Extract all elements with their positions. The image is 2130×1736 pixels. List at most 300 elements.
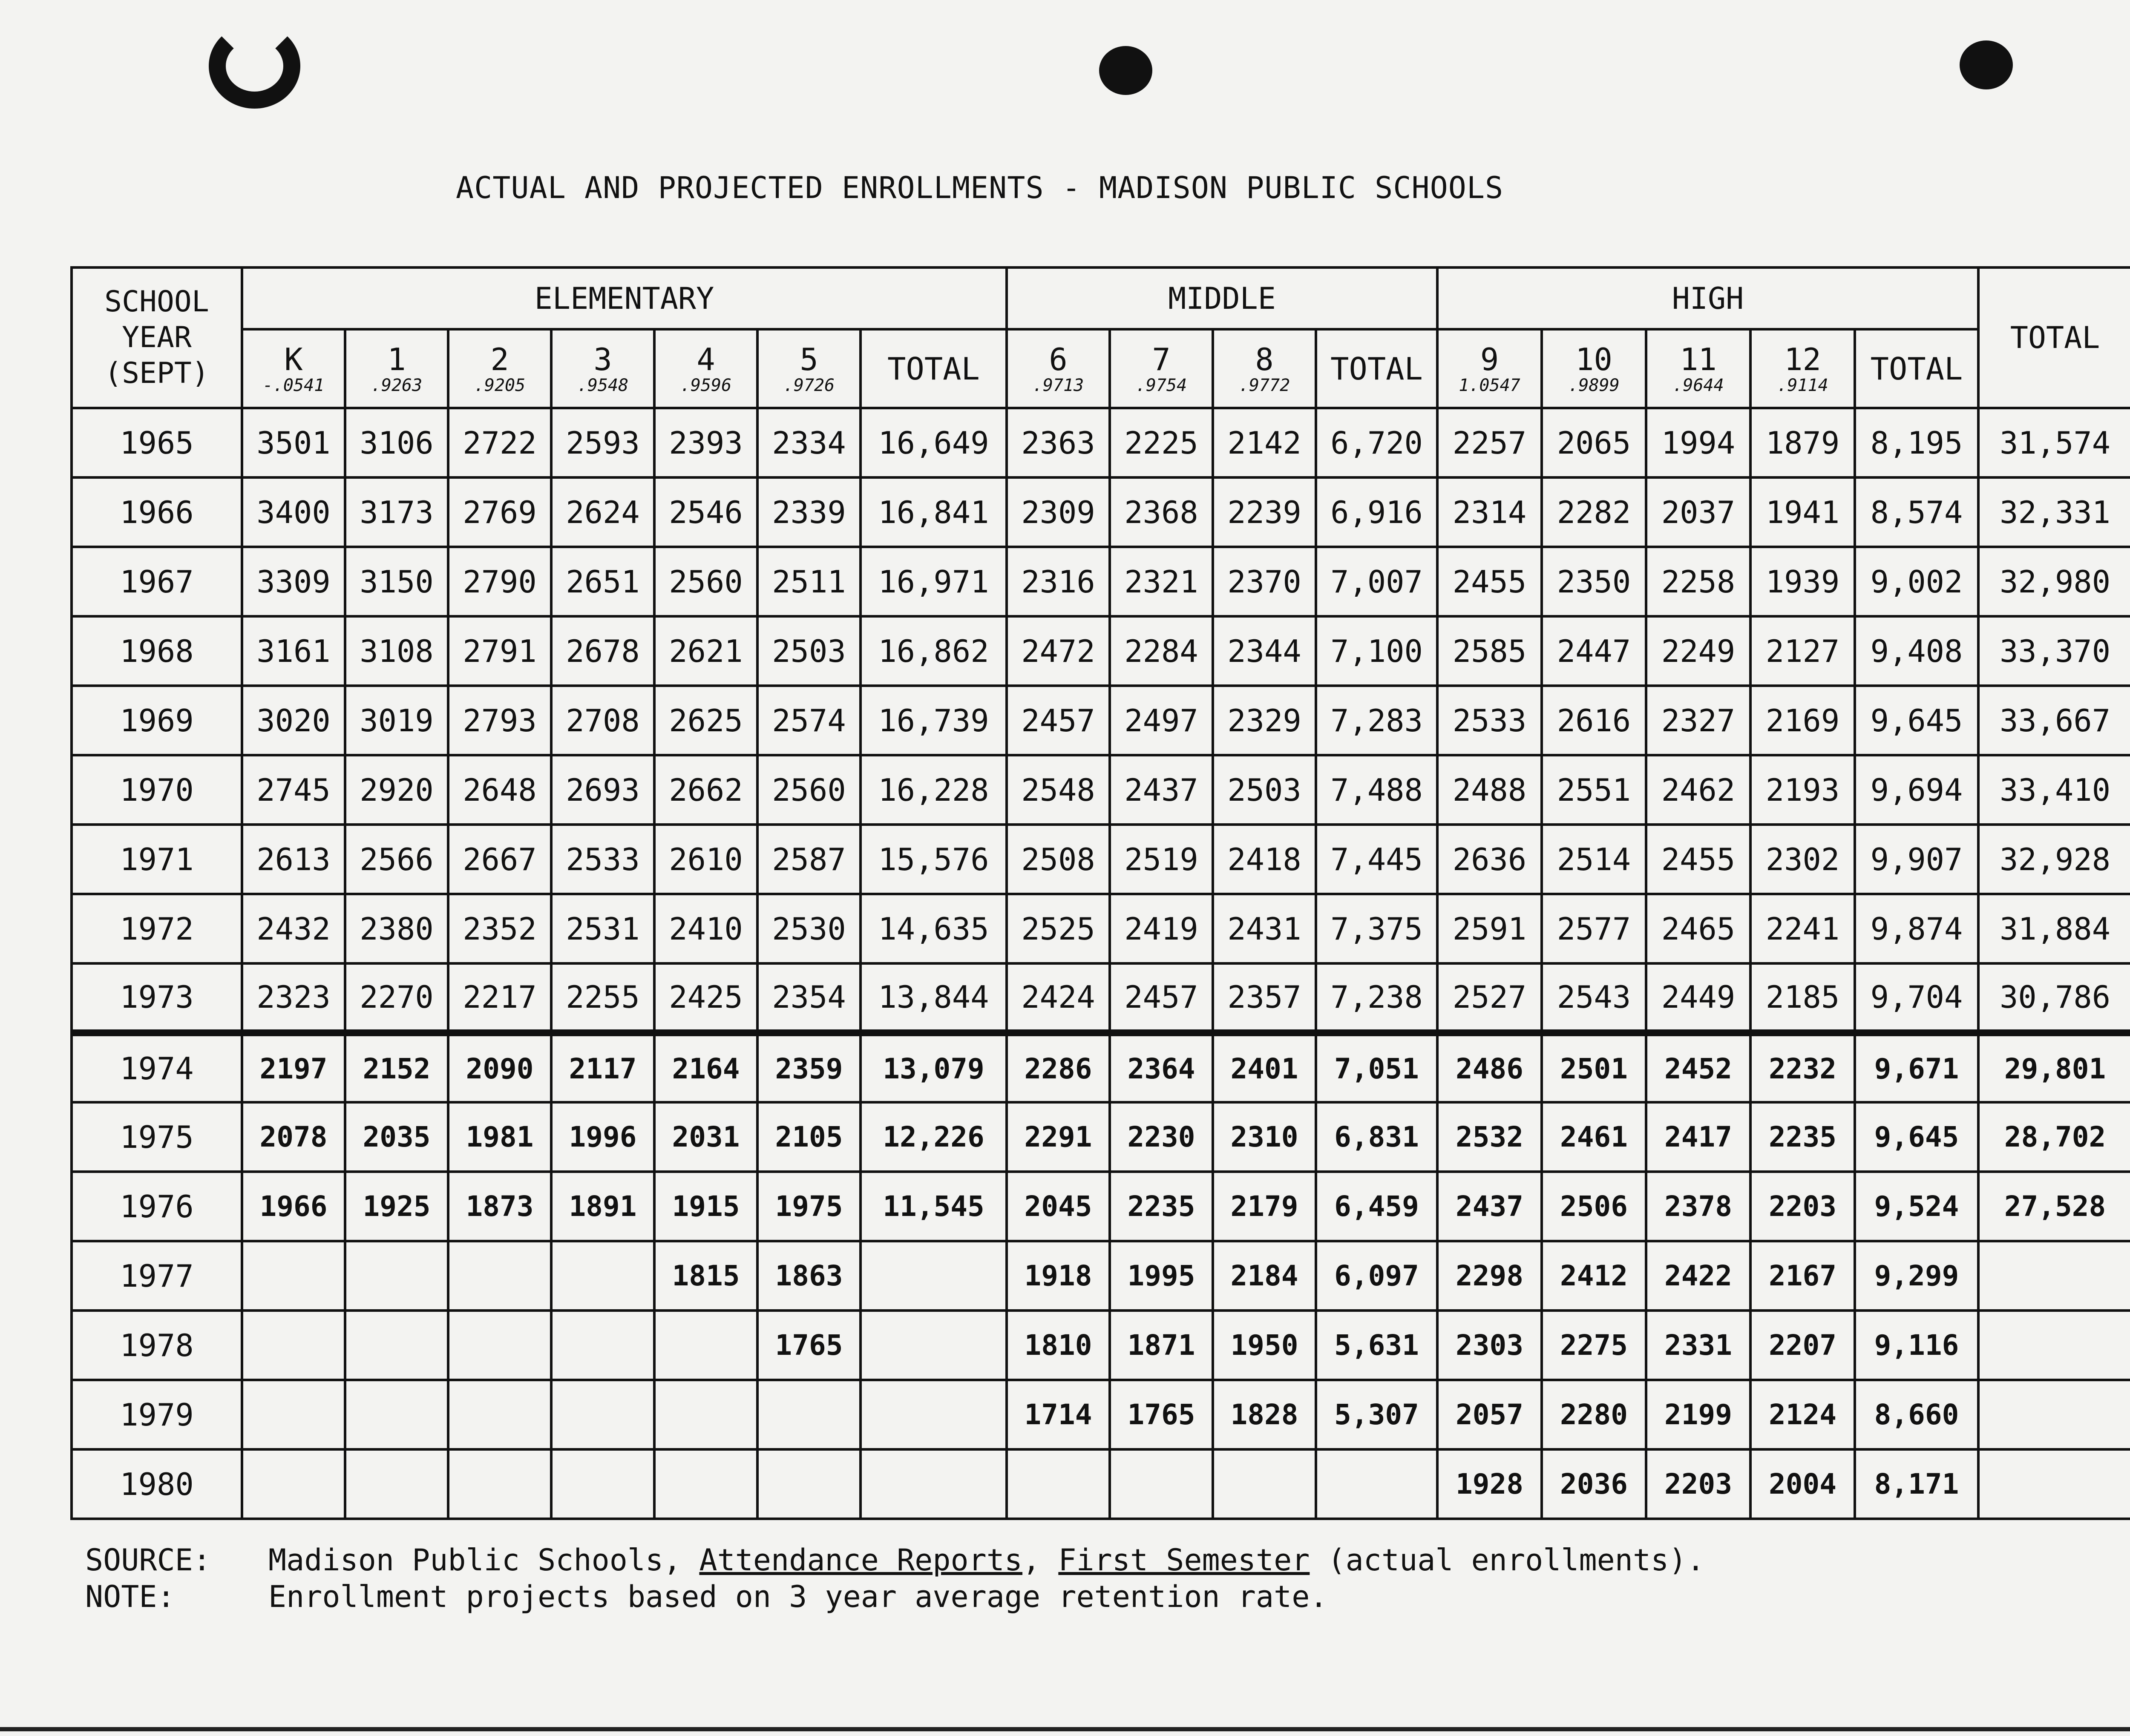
year-cell: 1971 xyxy=(72,825,242,894)
enrollment-cell: 7,238 xyxy=(1316,963,1437,1033)
enrollment-cell: 1815 xyxy=(654,1241,757,1311)
enrollment-cell xyxy=(551,1241,654,1311)
enrollment-cell: 9,645 xyxy=(1855,686,1978,755)
enrollment-cell: 2352 xyxy=(448,894,551,963)
enrollment-cell: 3173 xyxy=(345,477,448,547)
enrollment-cell xyxy=(242,1241,345,1311)
enrollment-cell: 2302 xyxy=(1750,825,1855,894)
enrollment-cell: 2225 xyxy=(1110,408,1213,477)
enrollment-cell: 2310 xyxy=(1213,1102,1316,1172)
grade-header xyxy=(242,329,345,408)
enrollment-cell xyxy=(448,1380,551,1449)
enrollment-cell: 2531 xyxy=(551,894,654,963)
enrollment-cell: 2037 xyxy=(1646,477,1750,547)
enrollment-cell: 2591 xyxy=(1437,894,1542,963)
middle-group-header: MIDDLE xyxy=(1007,267,1437,329)
enrollment-cell xyxy=(1110,1449,1213,1519)
enrollment-cell: 7,283 xyxy=(1316,686,1437,755)
enrollment-cell: 2693 xyxy=(551,755,654,825)
table-row xyxy=(72,1449,2130,1519)
enrollment-cell xyxy=(861,1241,1007,1311)
enrollment-cell: 2514 xyxy=(1542,825,1646,894)
grade-label: 10 xyxy=(1575,341,1612,377)
enrollment-cell: 2393 xyxy=(654,408,757,477)
enrollment-cell: 2286 xyxy=(1007,1033,1110,1102)
enrollment-cell: 2503 xyxy=(1213,755,1316,825)
enrollment-cell: 2585 xyxy=(1437,616,1542,686)
year-cell: 1970 xyxy=(72,755,242,825)
enrollment-cell xyxy=(551,1380,654,1449)
enrollment-cell: 2203 xyxy=(1750,1172,1855,1241)
enrollment-cell: 9,694 xyxy=(1855,755,1978,825)
enrollment-cell: 2179 xyxy=(1213,1172,1316,1241)
year-cell: 1967 xyxy=(72,547,242,616)
enrollment-cell: 3108 xyxy=(345,616,448,686)
enrollment-cell: 2217 xyxy=(448,963,551,1033)
enrollment-cell: 2344 xyxy=(1213,616,1316,686)
enrollment-cell: 2316 xyxy=(1007,547,1110,616)
enrollment-cell: 1714 xyxy=(1007,1380,1110,1449)
enrollment-cell xyxy=(242,1311,345,1380)
retention-rate: .9263 xyxy=(371,375,423,395)
enrollment-cell: 2359 xyxy=(757,1033,861,1102)
binder-hole xyxy=(1099,46,1152,95)
enrollment-cell: 9,002 xyxy=(1855,547,1978,616)
enrollment-cell: 2370 xyxy=(1213,547,1316,616)
elementary-group-header: ELEMENTARY xyxy=(242,267,1007,329)
enrollment-cell: 2613 xyxy=(242,825,345,894)
enrollment-cell: 2452 xyxy=(1646,1033,1750,1102)
year-cell: 1969 xyxy=(72,686,242,755)
enrollment-cell: 16,862 xyxy=(861,616,1007,686)
table-row xyxy=(72,1380,2130,1449)
enrollment-cell: 2207 xyxy=(1750,1311,1855,1380)
enrollment-cell: 2546 xyxy=(654,477,757,547)
enrollment-cell: 2417 xyxy=(1646,1102,1750,1172)
retention-rate: .9114 xyxy=(1777,375,1828,395)
year-cell: 1965 xyxy=(72,408,242,477)
enrollment-cell: 2560 xyxy=(654,547,757,616)
enrollment-cell: 2548 xyxy=(1007,755,1110,825)
enrollment-cell xyxy=(1213,1449,1316,1519)
enrollment-cell: 2339 xyxy=(757,477,861,547)
year-cell: 1966 xyxy=(72,477,242,547)
grade-label: TOTAL xyxy=(1870,351,1963,387)
enrollment-cell: 5,307 xyxy=(1316,1380,1437,1449)
enrollment-cell: 2667 xyxy=(448,825,551,894)
binder-hole xyxy=(1960,40,2013,89)
enrollment-cell: 2258 xyxy=(1646,547,1750,616)
year-cell: 1974 xyxy=(72,1033,242,1102)
enrollment-cell: 2321 xyxy=(1110,547,1213,616)
enrollment-cell: 2249 xyxy=(1646,616,1750,686)
enrollment-cell: 33,667 xyxy=(1978,686,2130,755)
page-title: ACTUAL AND PROJECTED ENROLLMENTS - MADISON PUBLIC SCHOOLS xyxy=(456,170,1504,205)
enrollment-cell: 2255 xyxy=(551,963,654,1033)
retention-rate: .9548 xyxy=(577,375,629,395)
enrollment-cell: 7,445 xyxy=(1316,825,1437,894)
enrollment-cell: 6,459 xyxy=(1316,1172,1437,1241)
enrollment-cell: 16,228 xyxy=(861,755,1007,825)
grade-label: 12 xyxy=(1784,341,1821,377)
enrollment-cell: 2587 xyxy=(757,825,861,894)
enrollment-cell: 2425 xyxy=(654,963,757,1033)
enrollment-cell: 1928 xyxy=(1437,1449,1542,1519)
enrollment-cell: 2235 xyxy=(1110,1172,1213,1241)
year-cell: 1977 xyxy=(72,1241,242,1311)
enrollment-cell: 7,488 xyxy=(1316,755,1437,825)
enrollment-cell: 2621 xyxy=(654,616,757,686)
enrollment-cell: 2455 xyxy=(1646,825,1750,894)
grade-header-row xyxy=(72,329,2130,408)
enrollment-cell: 2065 xyxy=(1542,408,1646,477)
enrollment-cell: 9,299 xyxy=(1855,1241,1978,1311)
grade-header xyxy=(1007,329,1110,408)
enrollment-cell: 1975 xyxy=(757,1172,861,1241)
enrollment-cell: 2314 xyxy=(1437,477,1542,547)
enrollment-cell xyxy=(1316,1449,1437,1519)
source-attendance-reports: Attendance Reports xyxy=(699,1543,1023,1578)
source-text: Madison Public Schools, xyxy=(268,1543,699,1578)
enrollment-cell: 2543 xyxy=(1542,963,1646,1033)
enrollment-cell xyxy=(345,1449,448,1519)
enrollment-cell: 2437 xyxy=(1110,755,1213,825)
year-cell: 1976 xyxy=(72,1172,242,1241)
enrollment-cell: 2004 xyxy=(1750,1449,1855,1519)
enrollment-cell: 2412 xyxy=(1542,1241,1646,1311)
enrollment-cell: 1765 xyxy=(1110,1380,1213,1449)
grade-header xyxy=(861,329,1007,408)
enrollment-cell: 32,331 xyxy=(1978,477,2130,547)
enrollment-cell: 9,116 xyxy=(1855,1311,1978,1380)
enrollment-cell: 1828 xyxy=(1213,1380,1316,1449)
enrollment-cell: 2275 xyxy=(1542,1311,1646,1380)
enrollment-cell: 1996 xyxy=(551,1102,654,1172)
enrollment-cell: 3106 xyxy=(345,408,448,477)
grade-header xyxy=(1542,329,1646,408)
retention-rate: .9899 xyxy=(1568,375,1620,395)
enrollment-cell: 2424 xyxy=(1007,963,1110,1033)
source-text: (actual enrollments). xyxy=(1310,1543,1705,1578)
enrollment-cell: 8,171 xyxy=(1855,1449,1978,1519)
enrollment-cell: 1873 xyxy=(448,1172,551,1241)
enrollment-cell: 2527 xyxy=(1437,963,1542,1033)
enrollment-cell: 8,195 xyxy=(1855,408,1978,477)
enrollment-cell xyxy=(861,1311,1007,1380)
enrollment-cell: 1981 xyxy=(448,1102,551,1172)
retention-rate: .9644 xyxy=(1672,375,1724,395)
grade-label: 3 xyxy=(593,341,612,377)
enrollment-cell: 2164 xyxy=(654,1033,757,1102)
enrollment-cell: 16,649 xyxy=(861,408,1007,477)
year-cell: 1972 xyxy=(72,894,242,963)
enrollment-cell xyxy=(1978,1449,2130,1519)
grade-header xyxy=(1316,329,1437,408)
enrollment-table xyxy=(70,266,2130,1520)
enrollment-cell: 2309 xyxy=(1007,477,1110,547)
grade-label: K xyxy=(284,341,303,377)
enrollment-cell: 1891 xyxy=(551,1172,654,1241)
enrollment-cell: 8,574 xyxy=(1855,477,1978,547)
enrollment-cell: 2462 xyxy=(1646,755,1750,825)
enrollment-cell: 7,375 xyxy=(1316,894,1437,963)
enrollment-cell: 13,844 xyxy=(861,963,1007,1033)
enrollment-cell: 28,702 xyxy=(1978,1102,2130,1172)
enrollment-cell: 2303 xyxy=(1437,1311,1542,1380)
grade-header xyxy=(654,329,757,408)
enrollment-cell xyxy=(861,1449,1007,1519)
enrollment-cell: 2031 xyxy=(654,1102,757,1172)
high-group-header: HIGH xyxy=(1437,267,1978,329)
grade-header xyxy=(345,329,448,408)
enrollment-cell: 2363 xyxy=(1007,408,1110,477)
enrollment-cell xyxy=(757,1449,861,1519)
enrollment-cell: 2036 xyxy=(1542,1449,1646,1519)
enrollment-cell: 2193 xyxy=(1750,755,1855,825)
enrollment-cell: 2280 xyxy=(1542,1380,1646,1449)
retention-rate: 1.0547 xyxy=(1459,375,1520,395)
enrollment-cell: 2533 xyxy=(1437,686,1542,755)
enrollment-cell: 2560 xyxy=(757,755,861,825)
enrollment-cell: 2455 xyxy=(1437,547,1542,616)
enrollment-cell: 1863 xyxy=(757,1241,861,1311)
enrollment-cell: 2457 xyxy=(1110,963,1213,1033)
enrollment-cell xyxy=(448,1241,551,1311)
enrollment-cell: 7,051 xyxy=(1316,1033,1437,1102)
grade-header xyxy=(1213,329,1316,408)
enrollment-cell: 2117 xyxy=(551,1033,654,1102)
enrollment-cell xyxy=(345,1311,448,1380)
grade-header xyxy=(551,329,654,408)
enrollment-cell: 9,907 xyxy=(1855,825,1978,894)
grand-total-header: TOTAL xyxy=(1978,267,2130,408)
enrollment-cell: 2625 xyxy=(654,686,757,755)
enrollment-cell: 9,645 xyxy=(1855,1102,1978,1172)
enrollment-cell: 2566 xyxy=(345,825,448,894)
enrollment-cell: 1939 xyxy=(1750,547,1855,616)
grade-label: 8 xyxy=(1255,341,1274,377)
enrollment-cell: 2461 xyxy=(1542,1102,1646,1172)
enrollment-cell: 2291 xyxy=(1007,1102,1110,1172)
enrollment-cell: 2368 xyxy=(1110,477,1213,547)
enrollment-cell: 2418 xyxy=(1213,825,1316,894)
enrollment-cell xyxy=(448,1449,551,1519)
enrollment-cell: 9,704 xyxy=(1855,963,1978,1033)
enrollment-cell: 2577 xyxy=(1542,894,1646,963)
enrollment-cell: 14,635 xyxy=(861,894,1007,963)
enrollment-cell: 1950 xyxy=(1213,1311,1316,1380)
enrollment-cell: 3400 xyxy=(242,477,345,547)
enrollment-cell: 33,370 xyxy=(1978,616,2130,686)
enrollment-cell: 2057 xyxy=(1437,1380,1542,1449)
year-cell: 1978 xyxy=(72,1311,242,1380)
enrollment-cell: 1941 xyxy=(1750,477,1855,547)
enrollment-cell: 2790 xyxy=(448,547,551,616)
enrollment-cell: 13,079 xyxy=(861,1033,1007,1102)
source-first-semester: First Semester xyxy=(1058,1543,1310,1578)
enrollment-cell: 1765 xyxy=(757,1311,861,1380)
grade-label: TOTAL xyxy=(1330,351,1423,387)
enrollment-cell: 2152 xyxy=(345,1033,448,1102)
enrollment-cell: 8,660 xyxy=(1855,1380,1978,1449)
enrollment-cell: 2090 xyxy=(448,1033,551,1102)
enrollment-cell: 2610 xyxy=(654,825,757,894)
enrollment-cell: 2551 xyxy=(1542,755,1646,825)
enrollment-cell: 2105 xyxy=(757,1102,861,1172)
enrollment-cell: 2419 xyxy=(1110,894,1213,963)
enrollment-cell: 2745 xyxy=(242,755,345,825)
enrollment-cell: 2124 xyxy=(1750,1380,1855,1449)
table-row xyxy=(72,616,2130,686)
year-cell: 1973 xyxy=(72,963,242,1033)
enrollment-cell: 32,980 xyxy=(1978,547,2130,616)
enrollment-cell: 11,545 xyxy=(861,1172,1007,1241)
year-cell: 1975 xyxy=(72,1102,242,1172)
grade-header xyxy=(1750,329,1855,408)
table-row xyxy=(72,1102,2130,1172)
enrollment-cell: 2648 xyxy=(448,755,551,825)
enrollment-cell: 2364 xyxy=(1110,1033,1213,1102)
year-cell: 1968 xyxy=(72,616,242,686)
enrollment-cell xyxy=(1978,1380,2130,1449)
enrollment-cell: 1879 xyxy=(1750,408,1855,477)
enrollment-cell: 31,884 xyxy=(1978,894,2130,963)
retention-rate: -.0541 xyxy=(262,375,325,395)
enrollment-cell xyxy=(1007,1449,1110,1519)
enrollment-cell: 2197 xyxy=(242,1033,345,1102)
enrollment-cell: 1925 xyxy=(345,1172,448,1241)
enrollment-cell xyxy=(654,1380,757,1449)
grade-header xyxy=(757,329,861,408)
enrollment-cell: 2331 xyxy=(1646,1311,1750,1380)
enrollment-cell: 3161 xyxy=(242,616,345,686)
source-label: SOURCE: xyxy=(85,1543,211,1578)
enrollment-cell: 2169 xyxy=(1750,686,1855,755)
enrollment-cell: 2298 xyxy=(1437,1241,1542,1311)
grade-label: 7 xyxy=(1152,341,1171,377)
enrollment-cell: 2354 xyxy=(757,963,861,1033)
enrollment-cell: 2350 xyxy=(1542,547,1646,616)
enrollment-cell: 6,097 xyxy=(1316,1241,1437,1311)
enrollment-cell: 2501 xyxy=(1542,1033,1646,1102)
enrollment-cell: 2167 xyxy=(1750,1241,1855,1311)
enrollment-cell: 1966 xyxy=(242,1172,345,1241)
table-row xyxy=(72,408,2130,477)
enrollment-cell: 9,524 xyxy=(1855,1172,1978,1241)
enrollment-cell: 31,574 xyxy=(1978,408,2130,477)
enrollment-cell: 2472 xyxy=(1007,616,1110,686)
enrollment-cell: 2401 xyxy=(1213,1033,1316,1102)
enrollment-cell: 1995 xyxy=(1110,1241,1213,1311)
enrollment-cell xyxy=(242,1380,345,1449)
grade-label: 9 xyxy=(1480,341,1499,377)
enrollment-cell: 2769 xyxy=(448,477,551,547)
enrollment-cell: 2410 xyxy=(654,894,757,963)
grade-label: 2 xyxy=(490,341,509,377)
enrollment-cell: 2497 xyxy=(1110,686,1213,755)
table-row xyxy=(72,894,2130,963)
grade-header xyxy=(1855,329,1978,408)
enrollment-cell: 2636 xyxy=(1437,825,1542,894)
enrollment-cell: 9,408 xyxy=(1855,616,1978,686)
enrollment-cell: 2184 xyxy=(1213,1241,1316,1311)
enrollment-cell: 2708 xyxy=(551,686,654,755)
enrollment-cell: 16,971 xyxy=(861,547,1007,616)
enrollment-cell: 2432 xyxy=(242,894,345,963)
table-row xyxy=(72,547,2130,616)
enrollment-cell: 2791 xyxy=(448,616,551,686)
enrollment-cell xyxy=(654,1449,757,1519)
grade-header xyxy=(448,329,551,408)
enrollment-cell: 2532 xyxy=(1437,1102,1542,1172)
enrollment-cell: 2519 xyxy=(1110,825,1213,894)
enrollment-cell: 9,874 xyxy=(1855,894,1978,963)
table-row xyxy=(72,686,2130,755)
enrollment-cell: 2203 xyxy=(1646,1449,1750,1519)
enrollment-cell xyxy=(345,1380,448,1449)
note-label: NOTE: xyxy=(85,1579,175,1614)
table-row xyxy=(72,477,2130,547)
table-row xyxy=(72,963,2130,1033)
enrollment-cell: 2235 xyxy=(1750,1102,1855,1172)
year-cell: 1979 xyxy=(72,1380,242,1449)
enrollment-cell xyxy=(757,1380,861,1449)
enrollment-cell: 16,841 xyxy=(861,477,1007,547)
enrollment-cell: 29,801 xyxy=(1978,1033,2130,1102)
enrollment-cell xyxy=(448,1311,551,1380)
enrollment-cell xyxy=(654,1311,757,1380)
grade-label: 6 xyxy=(1049,341,1068,377)
enrollment-cell: 3150 xyxy=(345,547,448,616)
table-row xyxy=(72,1241,2130,1311)
enrollment-cell: 2457 xyxy=(1007,686,1110,755)
enrollment-cell: 33,410 xyxy=(1978,755,2130,825)
enrollment-cell: 3309 xyxy=(242,547,345,616)
table-row xyxy=(72,825,2130,894)
source-text: , xyxy=(1022,1543,1059,1578)
retention-rate: .9726 xyxy=(783,375,835,395)
source-line xyxy=(85,1542,1705,1578)
enrollment-cell: 12,226 xyxy=(861,1102,1007,1172)
enrollment-cell xyxy=(345,1241,448,1311)
retention-rate: .9754 xyxy=(1135,375,1187,395)
enrollment-cell: 2486 xyxy=(1437,1033,1542,1102)
enrollment-cell: 1810 xyxy=(1007,1311,1110,1380)
enrollment-cell xyxy=(1978,1241,2130,1311)
retention-rate: .9772 xyxy=(1238,375,1290,395)
enrollment-cell: 2422 xyxy=(1646,1241,1750,1311)
enrollment-cell: 2449 xyxy=(1646,963,1750,1033)
enrollment-cell: 2678 xyxy=(551,616,654,686)
enrollment-cell xyxy=(551,1449,654,1519)
enrollment-cell: 2323 xyxy=(242,963,345,1033)
enrollment-cell: 2920 xyxy=(345,755,448,825)
grade-label: TOTAL xyxy=(887,351,980,387)
grade-label: 4 xyxy=(697,341,715,377)
enrollment-cell: 3020 xyxy=(242,686,345,755)
enrollment-cell: 6,720 xyxy=(1316,408,1437,477)
enrollment-cell: 7,007 xyxy=(1316,547,1437,616)
enrollment-cell: 2503 xyxy=(757,616,861,686)
enrollment-cell: 2257 xyxy=(1437,408,1542,477)
retention-rate: .9205 xyxy=(474,375,526,395)
enrollment-cell: 2465 xyxy=(1646,894,1750,963)
retention-rate: .9596 xyxy=(680,375,732,395)
binder-hole xyxy=(209,23,300,109)
enrollment-cell: 2329 xyxy=(1213,686,1316,755)
enrollment-cell xyxy=(551,1311,654,1380)
enrollment-cell: 2593 xyxy=(551,408,654,477)
